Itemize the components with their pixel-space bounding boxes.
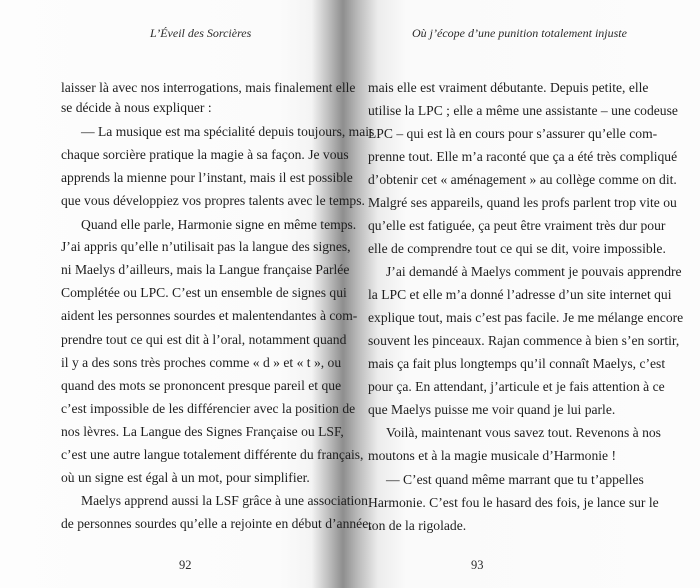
text-line: se décide à nous expliquer : bbox=[61, 100, 212, 115]
text-line: explique tout, mais c’est pas facile. Je me mélange encore bbox=[368, 310, 684, 325]
text-line: nos lèvres. La Langue des Signes Française ou LSF, bbox=[61, 424, 344, 439]
text-line: il y a des sons très proches comme « d » et « t », ou bbox=[61, 355, 342, 370]
text-line: mais ça fait plus longtemps qu’il connaît Maelys, c’est bbox=[368, 356, 666, 371]
text-line: — C’est quand même marrant que tu t’appelles bbox=[386, 472, 644, 487]
text-line: LPC – qui est là en cours pour s’assurer qu’elle com- bbox=[368, 126, 658, 141]
text-line: laisser là avec nos interrogations, mais finalement elle bbox=[61, 80, 356, 95]
text-line: prendre tout ce qui est dit à l’oral, notamment quand bbox=[61, 332, 347, 347]
text-line: où un signe est égal à un mot, pour simplifier. bbox=[61, 470, 310, 485]
right-page-number: 93 bbox=[471, 558, 484, 572]
text-line: Maelys apprend aussi la LSF grâce à une association bbox=[81, 493, 368, 508]
text-line: aident les personnes sourdes et malentendantes à com- bbox=[61, 308, 358, 323]
text-line: utilise la LPC ; elle a même une assistante – une codeuse bbox=[368, 103, 678, 118]
text-line: c’est impossible de les différencier avec la position de bbox=[61, 401, 356, 416]
text-line: que vous développiez vos propres talents avec le temps. bbox=[61, 193, 365, 208]
text-line: ni Maelys d’ailleurs, mais la Langue française Parlée bbox=[61, 262, 350, 277]
text-line: ton de la rigolade. bbox=[368, 518, 467, 533]
right-running-head: Où j’écope d’une punition totalement injuste bbox=[412, 26, 627, 40]
text-line: J’ai appris qu’elle n’utilisait pas la langue des signes, bbox=[61, 239, 351, 254]
right-page bbox=[348, 0, 700, 588]
left-running-head: L’Éveil des Sorcières bbox=[150, 26, 252, 40]
text-line: de personnes sourdes qu’elle a rejointe en début d’année, bbox=[61, 516, 372, 531]
text-line: qu’elle est fatiguée, ça peut être vraiment très dur pour bbox=[368, 218, 666, 233]
text-line: mais elle est vraiment débutante. Depuis petite, elle bbox=[368, 80, 649, 95]
text-line: Voilà, maintenant vous savez tout. Revenons à nos bbox=[386, 425, 661, 440]
text-line: J’ai demandé à Maelys comment je pouvais apprendre bbox=[386, 264, 682, 279]
text-line: que Maelys puisse me voir quand je lui parle. bbox=[368, 402, 616, 417]
text-line: la LPC et elle m’a donné l’adresse d’un site internet qui bbox=[368, 287, 672, 302]
text-line: elle de comprendre tout ce qui se dit, voire impossible. bbox=[368, 241, 666, 256]
right-body-text bbox=[348, 0, 700, 588]
text-line: Complétée ou LPC. C’est un ensemble de signes qui bbox=[61, 285, 347, 300]
text-line: souvent les pinceaux. Rajan commence à bien s’en sortir, bbox=[368, 333, 680, 348]
text-line: apprends la mienne pour l’instant, mais il est possible bbox=[61, 170, 353, 185]
text-line: Harmonie. C’est fou le hasard des fois, je lance sur le bbox=[368, 495, 659, 510]
text-line: prenne tout. Elle m’a raconté que ça a été très compliqué bbox=[368, 149, 678, 164]
text-line: — La musique est ma spécialité depuis toujours, mais bbox=[81, 124, 375, 139]
text-line: Malgré ses appareils, quand les profs parlent trop vite ou bbox=[368, 195, 677, 210]
text-line: pour ça. En attendant, j’articule et je fais attention à ce bbox=[368, 379, 665, 394]
text-line: d’obtenir cet « aménagement » au collège comme on dit. bbox=[368, 172, 677, 187]
text-line: c’est une autre langue totalement différente du français, bbox=[61, 447, 364, 462]
text-line: quand des mots se prononcent presque pareil et que bbox=[61, 378, 342, 393]
text-line: moutons et à la magie musicale d’Harmonie ! bbox=[368, 448, 617, 463]
left-page-number: 92 bbox=[179, 558, 192, 572]
text-line: chaque sorcière pratique la magie à sa façon. Je vous bbox=[61, 147, 349, 162]
text-line: Quand elle parle, Harmonie signe en même temps. bbox=[81, 217, 357, 232]
